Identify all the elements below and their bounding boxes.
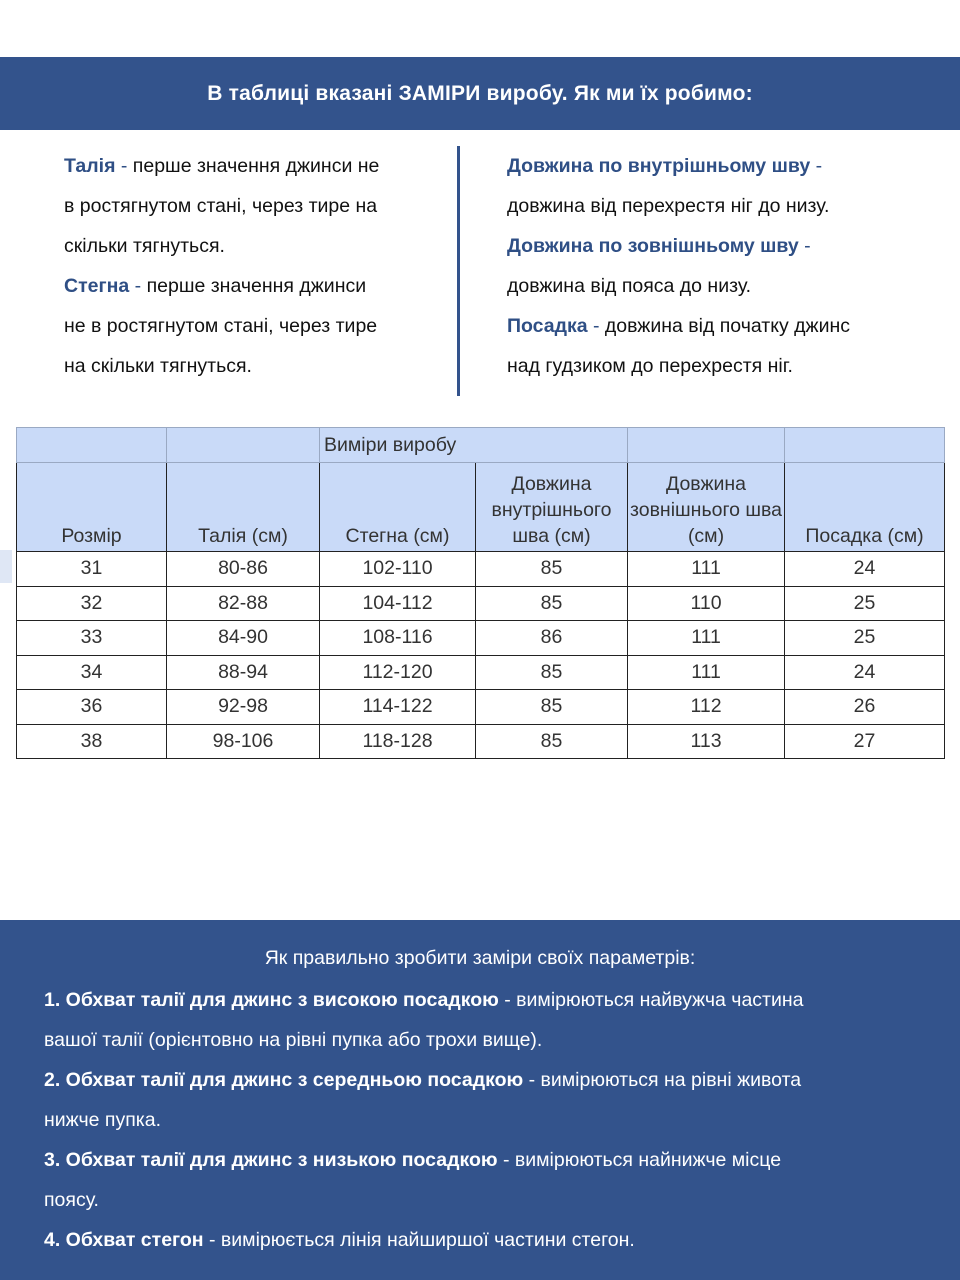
table-cell: 25	[785, 621, 945, 656]
table-cell: 38	[17, 724, 167, 759]
instructions-steps	[44, 980, 934, 1260]
definition-line: не в ростягнутом стані, через тире	[64, 315, 378, 337]
term-rise: Посадка	[507, 315, 588, 337]
table-group-header	[17, 428, 945, 463]
right-definitions	[507, 146, 927, 386]
term-hips: Стегна	[64, 275, 130, 297]
col-size: Розмір	[17, 463, 167, 552]
definition-line: Довжина по внутрішньому шву -	[507, 155, 823, 177]
table-cell: 85	[476, 690, 628, 725]
step-line: 1. Обхват талії для джинс з високою посадкою - вимірюються найвужча частина	[44, 989, 804, 1011]
table-cell: 108-116	[320, 621, 476, 656]
table-cell: 111	[628, 655, 785, 690]
step-line: вашої талії (орієнтовно на рівні пупка або трохи вище).	[44, 1029, 543, 1051]
table-cell: 92-98	[167, 690, 320, 725]
column-divider	[457, 146, 460, 396]
table-cell: 32	[17, 586, 167, 621]
left-definitions	[64, 146, 444, 386]
table-cell: 85	[476, 655, 628, 690]
col-rise: Посадка (см)	[785, 463, 945, 552]
step-line: 4. Обхват стегон - вимірюється лінія найширшої частини стегон.	[44, 1229, 635, 1251]
table-cell: 111	[628, 552, 785, 587]
term-inseam: Довжина по внутрішньому шву	[507, 155, 811, 177]
definition-line: над гудзиком до перехрестя ніг.	[507, 355, 793, 377]
term-waist: Талія	[64, 155, 116, 177]
table-cell: 102-110	[320, 552, 476, 587]
table-cell: 26	[785, 690, 945, 725]
table-cell: 85	[476, 724, 628, 759]
col-inseam: Довжина внутрішнього шва (см)	[476, 463, 628, 552]
table-cell: 31	[17, 552, 167, 587]
table-cell: 113	[628, 724, 785, 759]
table-cell: 25	[785, 586, 945, 621]
table-cell: 110	[628, 586, 785, 621]
size-table-wrapper	[16, 427, 944, 759]
table-cell: 24	[785, 552, 945, 587]
top-banner	[0, 57, 960, 130]
row-selector-tab	[0, 550, 12, 583]
size-table	[16, 427, 945, 759]
table-row	[17, 655, 945, 690]
table-cell: 112	[628, 690, 785, 725]
instructions-panel	[0, 920, 960, 1280]
step-line: 2. Обхват талії для джинс з середньою посадкою - вимірюються на рівні живота	[44, 1069, 802, 1091]
table-row	[17, 552, 945, 587]
page-title: В таблиці вказані ЗАМІРИ виробу. Як ми їх робимо:	[207, 81, 753, 105]
table-cell: 85	[476, 552, 628, 587]
table-cell: 80-86	[167, 552, 320, 587]
definition-line: на скільки тягнуться.	[64, 355, 252, 377]
table-row	[17, 586, 945, 621]
table-cell: 98-106	[167, 724, 320, 759]
table-body	[17, 552, 945, 759]
table-cell: 118-128	[320, 724, 476, 759]
table-cell: 86	[476, 621, 628, 656]
definition-line: Стегна - перше значення джинси	[64, 275, 367, 297]
instructions-title: Як правильно зробити заміри своїх параметрів:	[264, 947, 696, 969]
definition-line: довжина від пояса до низу.	[507, 275, 752, 297]
table-cell: 33	[17, 621, 167, 656]
table-cell: 36	[17, 690, 167, 725]
col-waist: Талія (см)	[167, 463, 320, 552]
table-cell: 114-122	[320, 690, 476, 725]
definition-line: Талія - перше значення джинси не	[64, 155, 380, 177]
definition-line: в ростягнутом стані, через тире на	[64, 195, 378, 217]
definition-line: скільки тягнуться.	[64, 235, 225, 257]
table-cell: 85	[476, 586, 628, 621]
table-cell: 84-90	[167, 621, 320, 656]
table-cell: 88-94	[167, 655, 320, 690]
step-line: 3. Обхват талії для джинс з низькою посадкою - вимірюються найнижче місце	[44, 1149, 782, 1171]
definition-line: довжина від перехрестя ніг до низу.	[507, 195, 830, 217]
table-row	[17, 724, 945, 759]
table-row	[17, 690, 945, 725]
term-outseam: Довжина по зовнішньому шву	[507, 235, 799, 257]
table-cell: 34	[17, 655, 167, 690]
table-cell: 27	[785, 724, 945, 759]
group-label: Виміри виробу	[320, 428, 628, 463]
definition-line: Посадка - довжина від початку джинс	[507, 315, 850, 337]
table-cell: 104-112	[320, 586, 476, 621]
definition-line: Довжина по зовнішньому шву -	[507, 235, 811, 257]
table-cell: 24	[785, 655, 945, 690]
table-row	[17, 621, 945, 656]
table-column-header	[17, 463, 945, 552]
table-cell: 112-120	[320, 655, 476, 690]
step-line: поясу.	[44, 1189, 99, 1211]
table-cell: 111	[628, 621, 785, 656]
step-line: нижче пупка.	[44, 1109, 161, 1131]
col-outseam: Довжина зовнішнього шва (см)	[628, 463, 785, 552]
col-hips: Стегна (см)	[320, 463, 476, 552]
table-cell: 82-88	[167, 586, 320, 621]
